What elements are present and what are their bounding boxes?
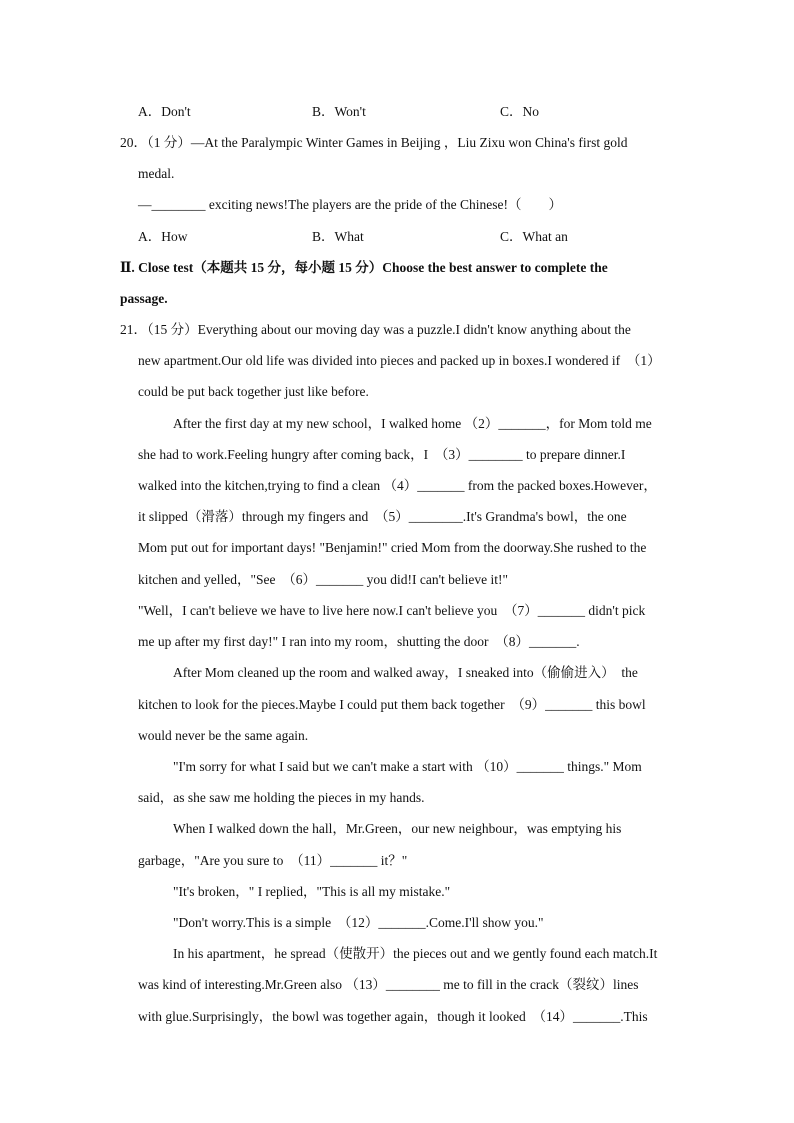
passage-line: "I'm sorry for what I said but we can't make a start with （10）_______ things." Mom: [173, 759, 642, 774]
option-b: B．What: [312, 229, 364, 244]
option-a: A．Don't: [138, 104, 191, 119]
question-20-stem: 20．（1 分）—At the Paralympic Winter Games in Beijing ，Liu Zixu won China's first gold: [120, 135, 628, 150]
passage-line: it slipped（滑落）through my fingers and （5）________.It's Grandma's bowl，the one: [138, 509, 627, 524]
passage-line: new apartment.Our old life was divided into pieces and packed up in boxes.I wondered if （1）: [138, 353, 661, 368]
question-20-stem-cont: medal.: [138, 166, 175, 181]
passage-line: with glue.Surprisingly，the bowl was together again，though it looked （14）_______.This: [138, 1009, 648, 1024]
question-20-reply: —________ exciting news!The players are the pride of the Chinese!（ ）: [138, 197, 563, 212]
passage-line: "Don't worry.This is a simple （12）_______.Come.I'll show you.": [173, 915, 544, 930]
passage-line: was kind of interesting.Mr.Green also （13）________ me to fill in the crack（裂纹）lines: [138, 977, 639, 992]
passage-line: me up after my first day!" I ran into my room，shutting the door （8）_______.: [138, 634, 580, 649]
passage-line: "Well，I can't believe we have to live here now.I can't believe you （7）_______ didn't pick: [138, 603, 646, 618]
passage-line: walked into the kitchen,trying to find a clean （4）_______ from the packed boxes.However，: [138, 478, 657, 493]
passage-line: After Mom cleaned up the room and walked away，I sneaked into（偷偷进入） the: [173, 665, 638, 680]
passage-line: After the first day at my new school，I walked home （2）_______，for Mom told me: [173, 416, 652, 431]
passage-line: kitchen to look for the pieces.Maybe I could put them back together （9）_______ this bowl: [138, 697, 646, 712]
passage-line: Mom put out for important days! "Benjamin!" cried Mom from the doorway.She rushed to the: [138, 540, 647, 555]
passage-line: 21．（15 分）Everything about our moving day was a puzzle.I didn't know anything about the: [120, 322, 631, 337]
passage-line: said，as she saw me holding the pieces in my hands.: [138, 790, 425, 805]
option-a: A．How: [138, 229, 188, 244]
passage-line: she had to work.Feeling hungry after coming back，I （3）________ to prepare dinner.I: [138, 447, 626, 462]
passage-line: "It's broken，" I replied，"This is all my mistake.": [173, 884, 451, 899]
passage-line: kitchen and yelled，"See （6）_______ you did!I can't believe it!": [138, 572, 508, 587]
option-b: B．Won't: [312, 104, 366, 119]
option-c: C．What an: [500, 229, 568, 244]
section-heading-cont: passage.: [120, 291, 168, 306]
passage-line: garbage，"Are you sure to （11）_______ it？": [138, 853, 408, 868]
section-heading: Ⅱ. Close test（本题共 15 分，每小题 15 分）Choose the best answer to complete the: [120, 260, 608, 275]
passage-line: When I walked down the hall，Mr.Green，our new neighbour，was emptying his: [173, 821, 622, 836]
passage-line: could be put back together just like before.: [138, 384, 369, 399]
passage-line: In his apartment，he spread（使散开）the pieces out and we gently found each match.It: [173, 946, 658, 961]
passage-line: would never be the same again.: [138, 728, 309, 743]
option-c: C．No: [500, 104, 540, 119]
